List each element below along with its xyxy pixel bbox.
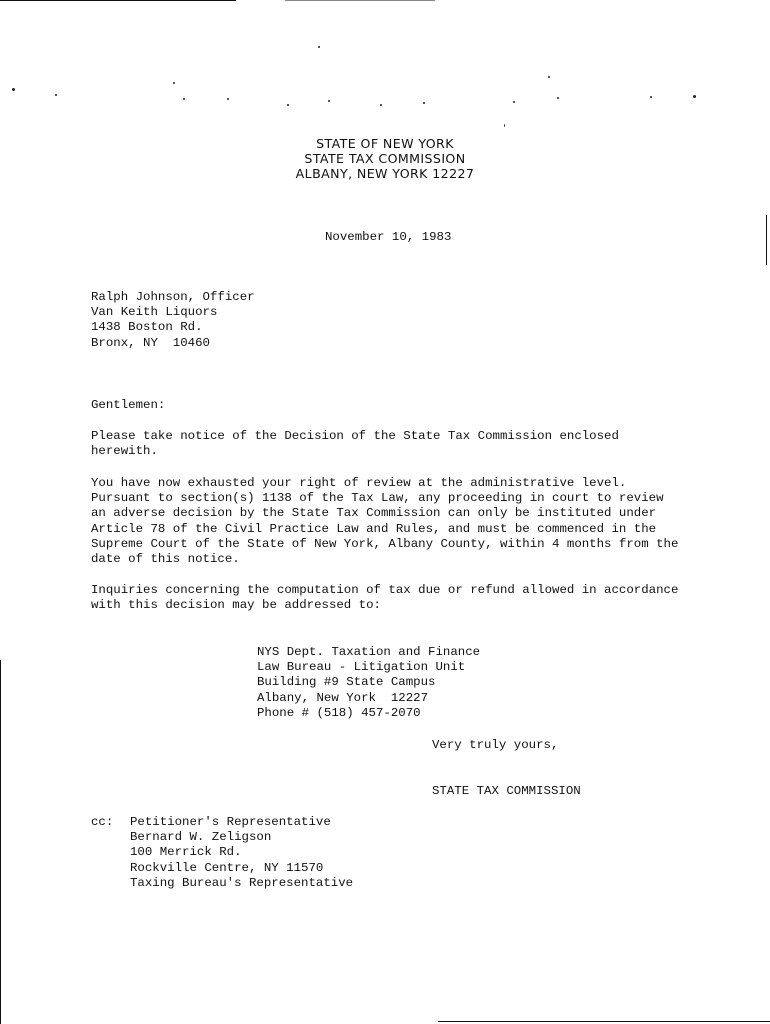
scan-speck [693,95,696,98]
scan-edge-right [766,215,767,265]
scan-speck [650,96,652,98]
salutation: Gentlemen: [91,398,166,412]
scan-speck [55,94,57,96]
scan-speck [557,97,559,99]
contact-line: NYS Dept. Taxation and Finance [257,645,481,659]
scan-edge-top [0,0,236,1]
scan-edge-left [0,660,1,1024]
scan-speck [423,102,425,104]
scan-speck [318,46,320,48]
contact-line: Albany, New York 12227 [257,690,429,705]
cc-recipients [130,815,353,891]
scan-speck [504,124,505,127]
signature-block: STATE TAX COMMISSION [432,784,581,798]
body-paragraph-3: Inquiries concerning the computation of tax due or refund allowed in accordance with this decision may be addressed to: [91,583,679,613]
scan-speck [328,100,330,102]
scan-speck [227,98,229,100]
scan-speck [183,98,185,100]
scan-edge-top-dashes [285,0,435,1]
addressee-block [91,290,255,351]
cc-line: Bernard W. Zeligson [130,830,272,845]
letterhead-line-3: ALBANY, NEW YORK 12227 [295,166,475,181]
cc-line: Petitioner's Representative [130,815,331,829]
contact-line: Building #9 State Campus [257,675,436,690]
cc-line: Rockville Centre, NY 11570 [130,860,324,875]
contact-line: Law Bureau - Litigation Unit [257,660,466,675]
addressee-line: Ralph Johnson, Officer [91,290,255,304]
cc-line: Taxing Bureau's Representative [130,875,354,890]
cc-label: cc: [91,815,114,829]
contact-phone: Phone # (518) 457-2070 [257,705,421,720]
scan-speck [548,76,550,78]
scan-speck [513,101,515,103]
scan-speck [287,104,289,106]
scan-speck [12,88,15,91]
letterhead-line-1: STATE OF NEW YORK [316,136,454,151]
scan-speck [380,104,382,106]
letterhead-line-2: STATE TAX COMMISSION [304,151,466,166]
contact-address-block [257,645,480,721]
scan-speck [173,82,175,84]
body-paragraph-1: Please take notice of the Decision of the State Tax Commission enclosed herewith. [91,429,619,459]
valediction: Very truly yours, [432,738,559,752]
body-paragraph-2: You have now exhausted your right of review at the administrative level. Pursuant to section(s) 1138 of the Tax Law, any proceeding in court to review an adverse decision by the State Tax Commission can only be instituted under Article 78 of the Civil Practice Law and Rules, and must be commenced in the Supreme Court of the State of New York, Albany County, within 4 months from the date of this notice. [91,476,679,567]
letter-date: November 10, 1983 [325,230,452,244]
scan-edge-bottom [438,1021,770,1022]
addressee-line: Van Keith Liquors [91,305,218,320]
cc-line: 100 Merrick Rd. [130,845,242,860]
addressee-line: Bronx, NY 10460 [91,335,210,350]
addressee-line: 1438 Boston Rd. [91,320,203,335]
